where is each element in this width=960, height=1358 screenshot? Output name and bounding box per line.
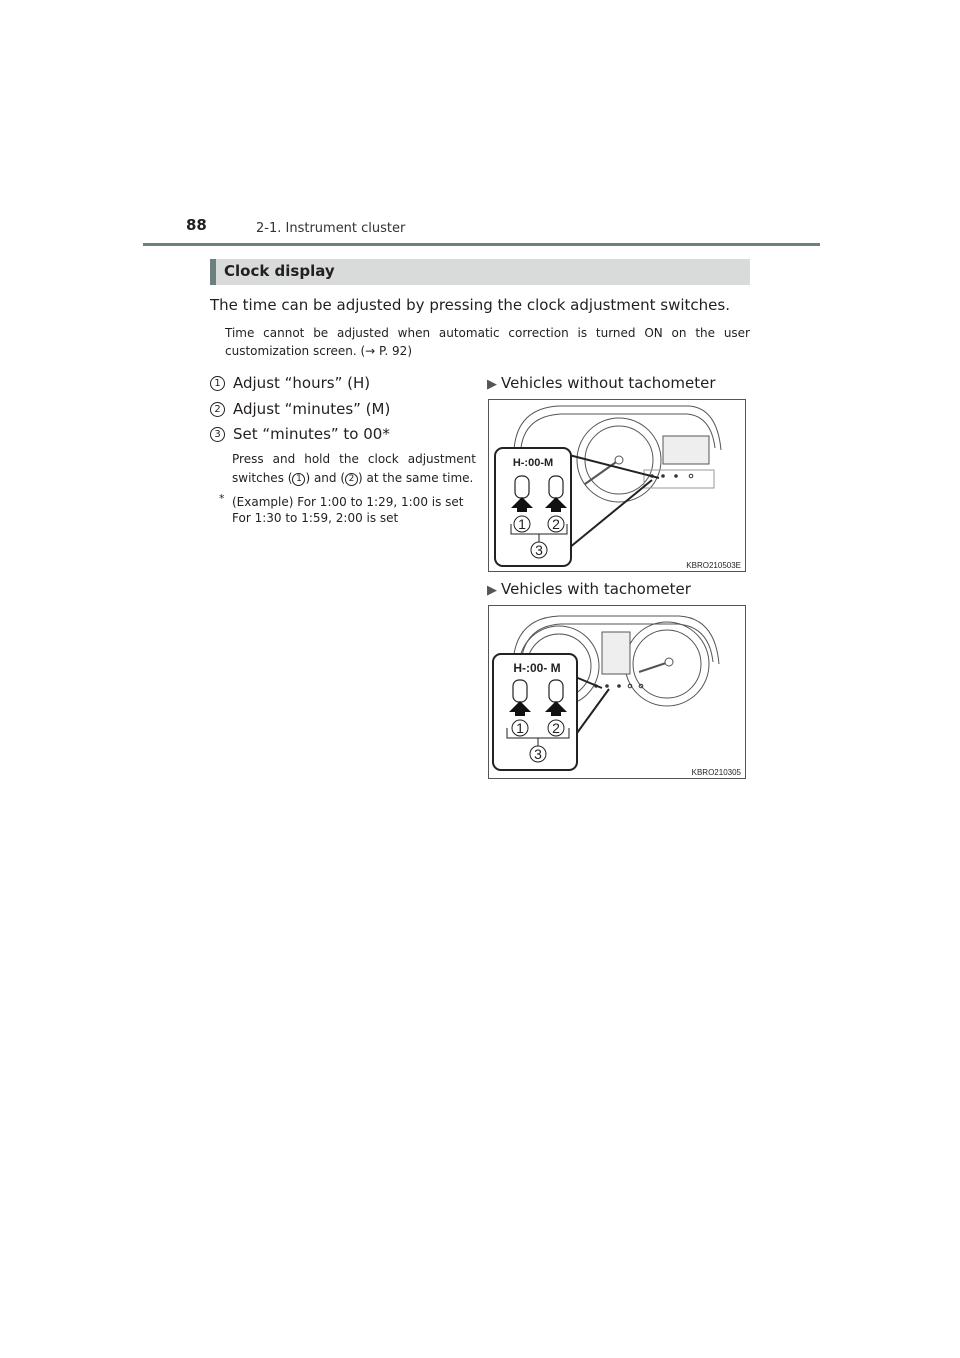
variant-label: ▶ Vehicles with tachometer	[487, 580, 691, 598]
heading-title: Clock display	[224, 262, 335, 280]
callout-1: 1	[516, 720, 524, 736]
header-rule	[143, 243, 820, 246]
step-3	[210, 425, 390, 443]
figure-code: KBRO210503E	[686, 561, 741, 570]
variant-label: ▶ Vehicles without tachometer	[487, 374, 716, 392]
triangle-icon: ▶	[487, 377, 497, 392]
footnote-line: For 1:30 to 1:59, 2:00 is set	[232, 511, 399, 525]
page-number: 88	[186, 216, 207, 234]
step-number: 2	[210, 402, 225, 417]
press-note: Press and hold the clock adjustment switches ( 1 ) and ( 2 ) at the same time.	[232, 452, 476, 485]
callout-2: 2	[552, 516, 560, 532]
step-1	[210, 374, 370, 392]
footnote-marker: *	[219, 492, 225, 505]
heading-bar	[210, 259, 750, 285]
intro-text: The time can be adjusted by pressing the clock adjustment switches.	[210, 296, 730, 314]
step-2	[210, 400, 390, 418]
callout-2: 2	[552, 720, 560, 736]
figure-with-tachometer	[488, 605, 746, 779]
figure-without-tachometer	[488, 399, 746, 572]
step-text: Adjust “hours” (H)	[233, 374, 371, 392]
clock-display-label: H-:00- M	[513, 661, 561, 675]
ref-number: 1	[292, 473, 305, 486]
footnote	[219, 494, 479, 526]
cluster-illustration	[489, 400, 745, 571]
footnote-line: (Example) For 1:00 to 1:29, 1:00 is set	[232, 495, 464, 509]
step-number: 1	[210, 376, 225, 391]
clock-display-label: H-:00-M	[512, 457, 554, 469]
ref-number: 2	[345, 473, 358, 486]
step-text: Set “minutes” to 00*	[233, 425, 390, 443]
step-number: 3	[210, 427, 225, 442]
callout-3: 3	[535, 542, 543, 558]
callout-3: 3	[534, 746, 542, 762]
callout-1: 1	[518, 516, 526, 532]
step-text: Adjust “minutes” (M)	[233, 400, 391, 418]
triangle-icon: ▶	[487, 583, 497, 598]
note-text: Time cannot be adjusted when automatic correction is turned ON on the user customization screen. (→ P. 92)	[225, 326, 750, 358]
figure-code: KBRO210305	[691, 768, 741, 777]
section-title: 2-1. Instrument cluster	[256, 221, 406, 236]
cluster-illustration	[489, 606, 745, 778]
